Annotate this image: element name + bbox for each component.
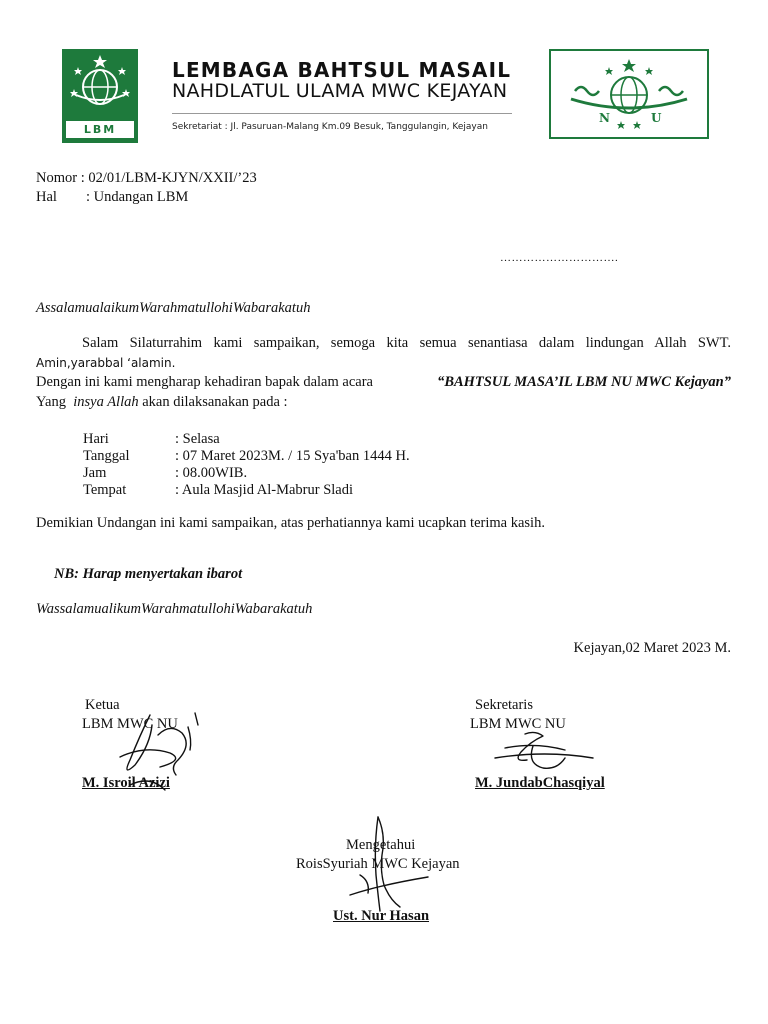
right-signatory-name: M. JundabChasqiyal: [475, 775, 605, 791]
left-signatory-org: LBM MWC NU: [82, 716, 178, 732]
org-name: LEMBAGA BAHTSUL MASAIL: [172, 58, 512, 82]
paragraph-greeting-line2: Amin,yarabbal ‘alamin.: [36, 356, 176, 370]
org-subtitle: NAHDLATUL ULAMA MWC KEJAYAN: [172, 80, 508, 102]
detail-label-day: Hari: [83, 431, 109, 447]
left-signature-icon: [100, 705, 220, 815]
invitation-post: akan dilaksanakan pada :: [142, 394, 288, 410]
detail-label-time: Jam: [83, 465, 107, 481]
header-divider: [172, 113, 512, 114]
subject-value: : Undangan LBM: [86, 189, 189, 205]
right-signatory-org: LBM MWC NU: [470, 716, 566, 732]
right-signatory-role: Sekretaris: [475, 697, 533, 713]
bottom-signatory-org: RoisSyuriah MWC Kejayan: [296, 856, 460, 872]
closing-paragraph: Demikian Undangan ini kami sampaikan, atas perhatiannya kami ucapkan terima kasih.: [36, 515, 545, 531]
subject-label: Hal: [36, 189, 57, 205]
bottom-signature-icon: [340, 815, 440, 925]
event-name: “BAHTSUL MASA’IL LBM NU MWC Kejayan”: [437, 374, 731, 390]
right-signature-icon: [485, 728, 605, 778]
bottom-signatory-name: Ust. Nur Hasan: [333, 908, 430, 924]
opening-greeting: AssalamualaikumWarahmatullohiWabarakatuh: [36, 300, 311, 316]
nu-logo-right: [549, 49, 709, 139]
invitation-insya-allah: insya Allah: [73, 394, 139, 410]
detail-label-date: Tanggal: [83, 448, 130, 464]
logo-letter-u: U: [651, 111, 662, 125]
lbm-logo-left: [62, 49, 138, 143]
recipient-placeholder: ………………………….: [500, 252, 619, 264]
bottom-signatory-role: Mengetahui: [346, 837, 416, 853]
org-address: Sekretariat : Jl. Pasuruan-Malang Km.09 Besuk, Tanggulangin, Kejayan: [172, 122, 488, 132]
left-signatory-name: M. Isroil Azizi: [82, 775, 170, 791]
logo-letter-n: N: [599, 111, 610, 125]
invitation-text: Dengan ini kami mengharap kehadiran bapak dalam acara: [36, 374, 373, 390]
detail-value-date: : 07 Maret 2023M. / 15 Sya'ban 1444 H.: [175, 448, 410, 464]
detail-value-day: : Selasa: [175, 431, 220, 447]
nu-globe-emblem-icon: [551, 51, 707, 137]
nb-note: NB: Harap menyertakan ibarot: [54, 566, 243, 582]
paragraph-invitation-line1: [36, 374, 731, 391]
detail-value-place: : Aula Masjid Al-Mabrur Sladi: [175, 482, 354, 498]
place-date: Kejayan,02 Maret 2023 M.: [573, 640, 731, 656]
closing-greeting: WassalamualikumWarahmatullohiWabarakatuh: [36, 601, 313, 617]
detail-label-place: Tempat: [83, 482, 127, 498]
invitation-yang: Yang: [36, 394, 66, 410]
left-signatory-role: Ketua: [85, 697, 120, 713]
paragraph-greeting-line1: Salam Silaturrahim kami sampaikan, semoga kita semua senantiasa dalam lindungan Allah SWT.: [82, 335, 731, 351]
paragraph-invitation-line2: [36, 394, 288, 411]
logo-left-label: LBM: [83, 123, 117, 136]
detail-value-time: : 08.00WIB.: [175, 465, 248, 481]
letter-number: Nomor : 02/01/LBM-KJYN/XXII/’23: [36, 170, 257, 186]
